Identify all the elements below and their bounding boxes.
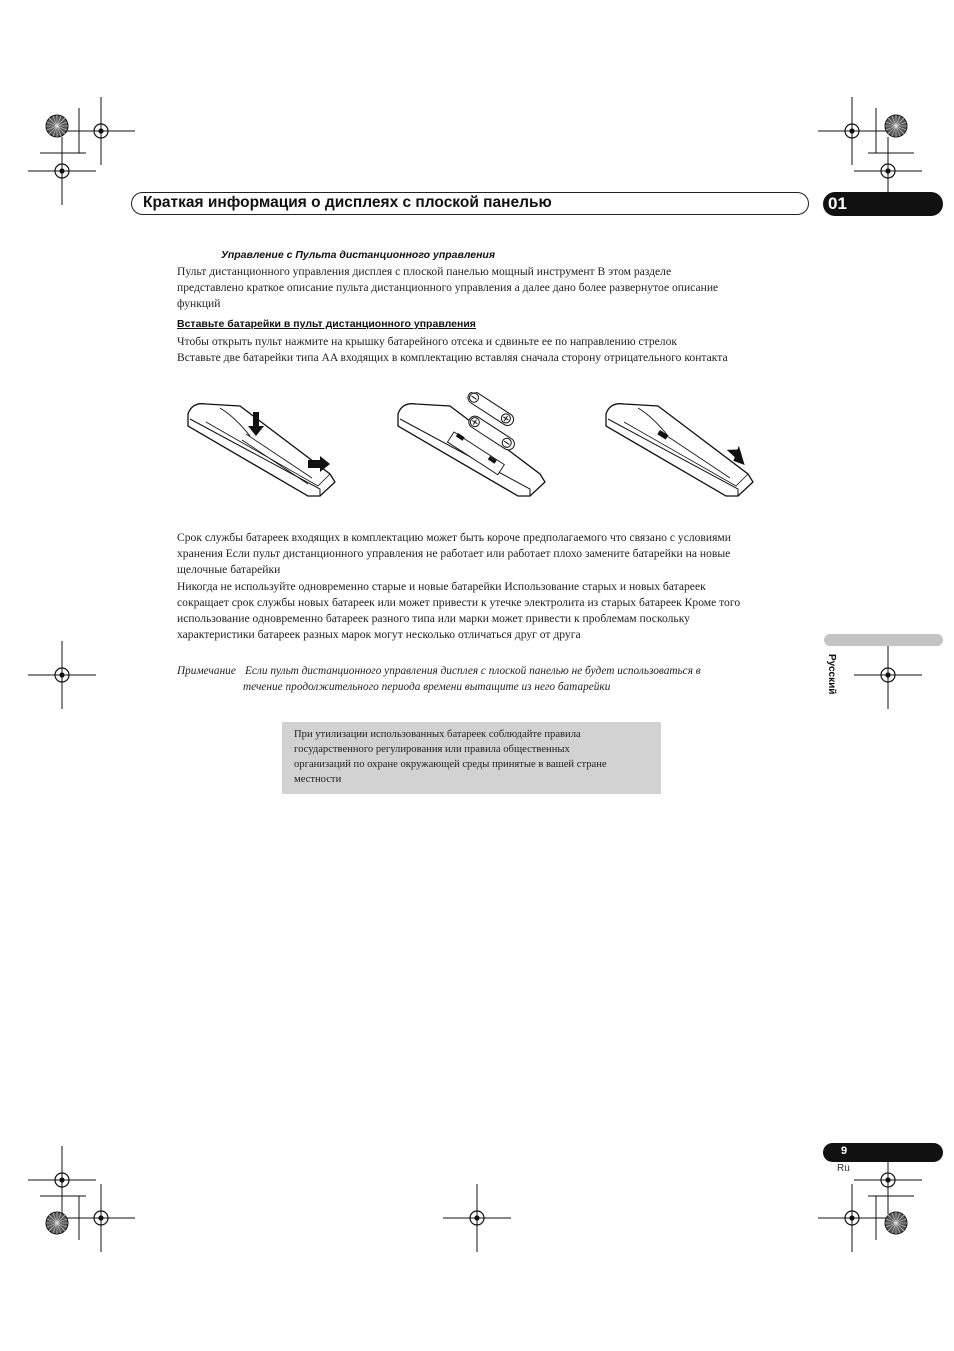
language-side-tab <box>824 634 943 646</box>
note-line: течение продолжительного периода времени вытащите из него батарейки <box>243 681 611 693</box>
chapter-number: 01 <box>828 194 847 213</box>
paragraph-line: Срок службы батареек входящих в комплектацию может быть короче предполагаемого что связано с условиями <box>177 531 731 544</box>
paragraph-line: сокращает срок службы новых батареек или может привести к утечке электролита из старых батареек Кроме того <box>177 596 741 609</box>
remote-close-cover-illustration <box>598 392 763 502</box>
note-label: Примечание <box>177 665 236 677</box>
note-line: Если пульт дистанционного управления дисплея с плоской панелью не будет использоваться в <box>245 665 701 677</box>
paragraph-line: хранения Если пульт дистанционного управления не работает или работает плохо замените батарейки на новые <box>177 547 731 560</box>
intro-line: Пульт дистанционного управления дисплея с плоской панелью мощный инструмент В этом разделе <box>177 265 672 278</box>
paragraph-line: Никогда не используйте одновременно старые и новые батарейки Использование старых и новых батареек <box>177 580 706 593</box>
insert-batteries-heading: Вставьте батарейки в пульт дистанционного управления <box>177 318 476 330</box>
disposal-line: При утилизации использованных батареек соблюдайте правила <box>294 729 581 740</box>
paragraph-line: использование одновременно батареек разного типа или марки может привести к проблемам поскольку <box>177 612 690 625</box>
chapter-title: Краткая информация о дисплеях с плоской панелью <box>143 194 552 211</box>
language-side-label: Русский <box>826 654 837 695</box>
page-number: 9 <box>841 1145 848 1157</box>
instruction-line: Чтобы открыть пульт нажмите на крышку батарейного отсека и сдвиньте ее по направлению стрелок <box>177 335 678 348</box>
disposal-info-text <box>294 727 654 787</box>
disposal-line: местности <box>294 774 342 785</box>
mixed-batteries-paragraph <box>177 579 817 643</box>
disposal-line: государственного регулирования или правила общественных <box>294 744 570 755</box>
remote-insert-batteries-illustration <box>390 392 555 502</box>
intro-paragraph <box>177 264 817 312</box>
instruction-line: Вставьте две батарейки типа AA входящих в комплектацию вставляя сначала сторону отрицательного контакта <box>177 351 728 364</box>
page-language-code: Ru <box>837 1163 850 1174</box>
intro-line: функций <box>177 297 221 310</box>
remote-control-subheading: Управление с Пульта дистанционного управления <box>221 249 496 261</box>
insert-batteries-instructions <box>177 334 817 366</box>
battery-life-paragraph <box>177 530 817 578</box>
paragraph-line: характеристики батареек разных марок могут несколько отличаться друг от друга <box>177 628 581 641</box>
paragraph-line: щелочные батарейки <box>177 563 281 576</box>
intro-line: представлено краткое описание пульта дистанционного управления а далее дано более развернутое описание <box>177 281 719 294</box>
disposal-line: организаций по охране окружающей среды принятые в вашей стране <box>294 759 607 770</box>
remote-open-cover-illustration <box>180 392 345 502</box>
